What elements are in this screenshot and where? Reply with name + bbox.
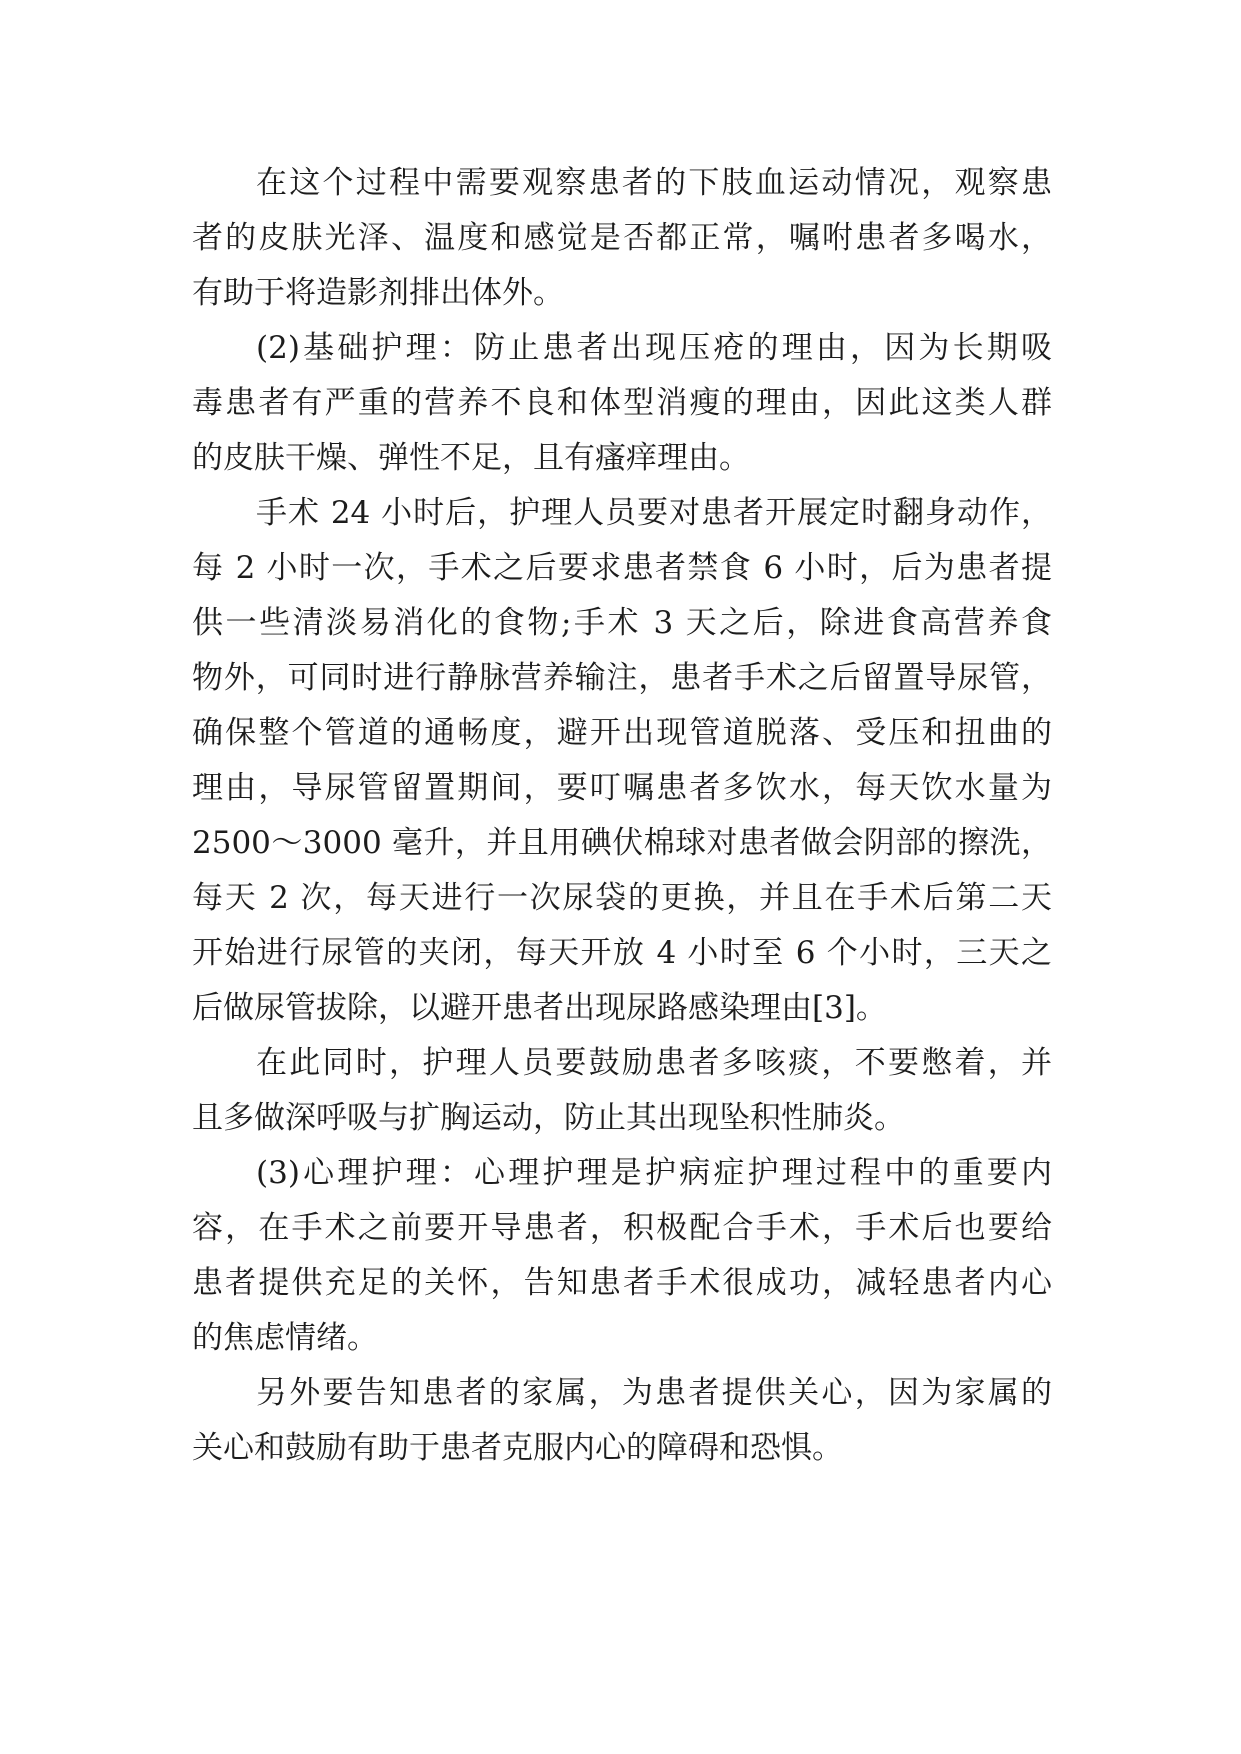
text-line: 手术 24 小时后，护理人员要对患者开展定时翻身动作， xyxy=(256,495,1052,531)
text-line: 在这个过程中需要观察患者的下肢血运动情况，观察患 xyxy=(256,165,1052,201)
text-line: 开始进行尿管的夹闭，每天开放 4 小时至 6 个小时，三天之 xyxy=(192,935,1052,971)
text-line: (2)基础护理：防止患者出现压疮的理由，因为长期吸 xyxy=(256,330,1052,366)
text-line: 患者提供充足的关怀，告知患者手术很成功，减轻患者内心 xyxy=(192,1265,1052,1301)
text-line: 理由，导尿管留置期间，要叮嘱患者多饮水，每天饮水量为 xyxy=(192,770,1052,806)
text-line: 物外，可同时进行静脉营养输注，患者手术之后留置导尿管， xyxy=(192,660,1052,696)
text-line: 每天 2 次，每天进行一次尿袋的更换，并且在手术后第二天 xyxy=(192,880,1052,916)
text-line: 的皮肤干燥、弹性不足，且有瘙痒理由。 xyxy=(192,440,750,476)
text-line: 有助于将造影剂排出体外。 xyxy=(192,275,564,311)
text-line: 关心和鼓励有助于患者克服内心的障碍和恐惧。 xyxy=(192,1430,843,1466)
text-line: (3)心理护理：心理护理是护病症护理过程中的重要内 xyxy=(256,1155,1052,1191)
text-line: 确保整个管道的通畅度，避开出现管道脱落、受压和扭曲的 xyxy=(192,715,1052,751)
text-line: 容，在手术之前要开导患者，积极配合手术，手术后也要给 xyxy=(192,1210,1052,1246)
text-line: 且多做深呼吸与扩胸运动，防止其出现坠积性肺炎。 xyxy=(192,1100,905,1136)
text-line: 毒患者有严重的营养不良和体型消瘦的理由，因此这类人群 xyxy=(192,385,1052,421)
text-line: 2500～3000 毫升，并且用碘伏棉球对患者做会阴部的擦洗， xyxy=(192,825,1052,861)
text-line: 在此同时，护理人员要鼓励患者多咳痰，不要憋着，并 xyxy=(256,1045,1052,1081)
text-line: 的焦虑情绪。 xyxy=(192,1320,378,1356)
text-line: 另外要告知患者的家属，为患者提供关心，因为家属的 xyxy=(256,1375,1052,1411)
text-line: 供一些清淡易消化的食物;手术 3 天之后，除进食高营养食 xyxy=(192,605,1052,641)
text-line: 者的皮肤光泽、温度和感觉是否都正常，嘱咐患者多喝水， xyxy=(192,220,1052,256)
text-line: 每 2 小时一次，手术之后要求患者禁食 6 小时，后为患者提 xyxy=(192,550,1052,586)
text-line: 后做尿管拔除，以避开患者出现尿路感染理由[3]。 xyxy=(192,990,887,1026)
